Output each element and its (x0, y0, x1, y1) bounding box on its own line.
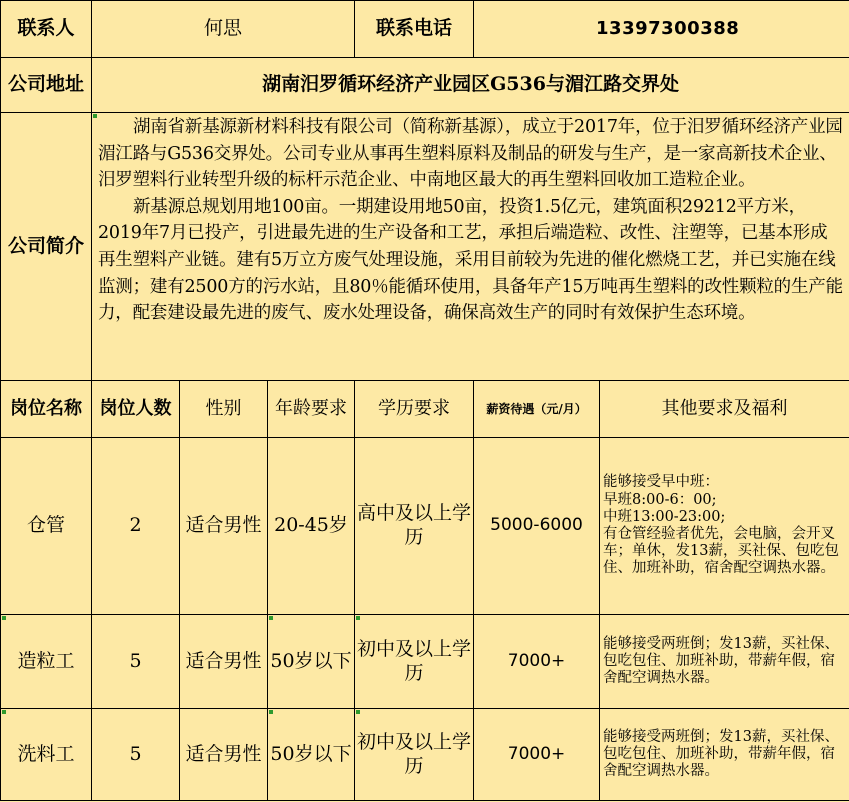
job-education: 高中及以上学历 (355, 438, 474, 615)
intro-row (1, 113, 849, 381)
job-age: 50岁以下 (268, 709, 355, 801)
job-other-line: 能够接受两班倒；发13薪，买社保、包吃包住、加班补助，带薪年假，宿舍配空调热水器。 (603, 728, 839, 780)
address-label: 公司地址 (1, 58, 92, 113)
job-other (600, 709, 849, 801)
job-count: 2 (92, 438, 180, 615)
job-other-line: 中班13:00-23:00; (603, 508, 726, 525)
job-gender: 适合男性 (180, 709, 268, 801)
job-row (1, 615, 849, 709)
job-education: 初中及以上学历 (355, 709, 474, 801)
job-other-line: 能够接受两班倒；发13薪，买社保、包吃包住、加班补助，带薪年假，宿舍配空调热水器。 (603, 635, 839, 687)
job-other (600, 438, 849, 615)
header-gender: 性别 (180, 381, 268, 438)
job-row (1, 438, 849, 615)
contact-row (1, 1, 849, 58)
job-other (600, 615, 849, 709)
intro-paragraph-1: 湖南省新基源新材料科技有限公司（简称新基源），成立于2017年，位于汨罗循环经济产业园湄江路与G536交界处。公司专业从事再生塑料原料及制品的研发与生产，是一家高新技术企业、汨罗塑料行业转型升级的标杆示范企业、中南地区最大的再生塑料回收加工造粒企业。 (98, 117, 843, 191)
intro-text (92, 113, 849, 381)
header-count: 岗位人数 (92, 381, 180, 438)
job-other-line: 早班8:00-6：00; (603, 491, 717, 508)
header-position: 岗位名称 (1, 381, 92, 438)
contact-phone-value: 13397300388 (474, 1, 849, 58)
header-other: 其他要求及福利 (600, 381, 849, 438)
intro-label: 公司简介 (1, 113, 92, 381)
address-value: 湖南汨罗循环经济产业园区G536与湄江路交界处 (92, 58, 849, 113)
job-row (1, 709, 849, 801)
header-row (1, 381, 849, 438)
job-count: 5 (92, 615, 180, 709)
header-salary: 薪资待遇（元/月） (474, 381, 600, 438)
job-salary: 7000+ (474, 709, 600, 801)
job-education: 初中及以上学历 (355, 615, 474, 709)
job-salary: 5000-6000 (474, 438, 600, 615)
job-position: 仓管 (1, 438, 92, 615)
contact-phone-label: 联系电话 (355, 1, 474, 58)
contact-name-label: 联系人 (1, 1, 92, 58)
job-position: 洗料工 (1, 709, 92, 801)
job-gender: 适合男性 (180, 615, 268, 709)
address-row (1, 58, 849, 113)
header-education: 学历要求 (355, 381, 474, 438)
job-count: 5 (92, 709, 180, 801)
job-age: 20-45岁 (268, 438, 355, 615)
job-position: 造粒工 (1, 615, 92, 709)
job-gender: 适合男性 (180, 438, 268, 615)
job-other-line: 能够接受早中班： (603, 474, 720, 491)
job-other-line: 有仓管经验者优先，会电脑，会开叉车；单休，发13薪，买社保、包吃包住、加班补助，宿舍配空调热水器。 (603, 526, 839, 577)
job-age: 50岁以下 (268, 615, 355, 709)
header-age: 年龄要求 (268, 381, 355, 438)
contact-name-value: 何思 (92, 1, 355, 58)
job-salary: 7000+ (474, 615, 600, 709)
intro-paragraph-2: 新基源总规划用地100亩。一期建设用地50亩，投资1.5亿元，建筑面积29212平方米，2019年7月已投产，引进最先进的生产设备和工艺，承担后端造粒、改性、注塑等，已基本形成再生塑料产业链。建有5万立方废气处理设施，采用目前较为先进的催化燃烧工艺，并已实施在线监测；建有2500方的污水站，且80％能循环使用，具备年产15万吨再生塑料的改性颗粒的生产能力，配套建设最先进的废气、废水处理设备，确保高效生产的同时有效保护生态环境。 (98, 196, 843, 324)
